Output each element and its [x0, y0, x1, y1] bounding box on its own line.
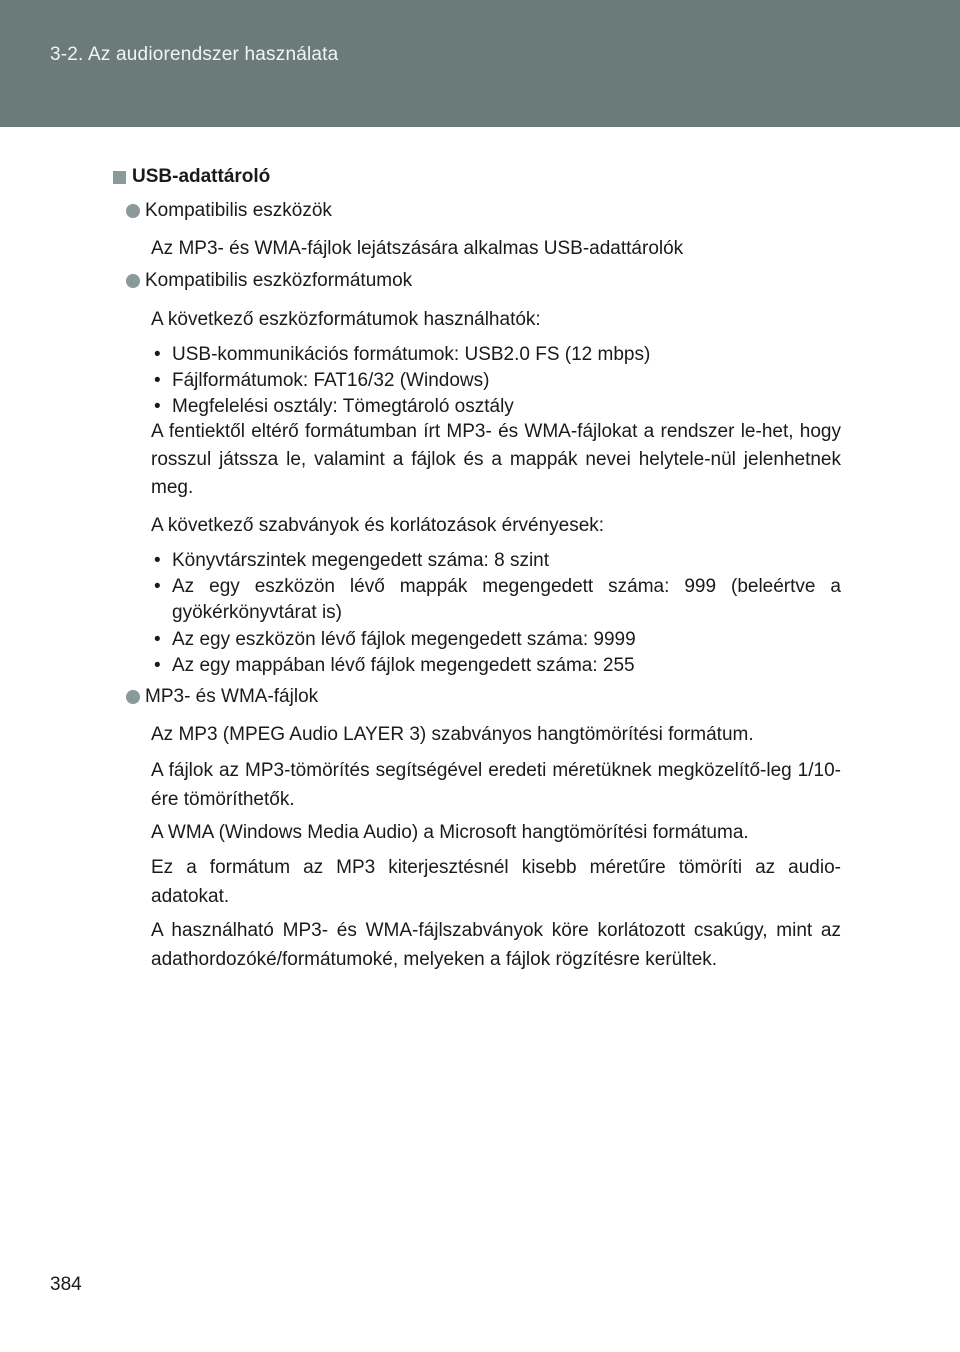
subheading-mp3-wma: [126, 686, 318, 708]
list-item: • USB-kommunikációs formátumok: USB2.0 FS (12 mbps): [151, 342, 841, 368]
page-header-band: [0, 0, 960, 127]
circle-bullet-icon: [126, 274, 140, 288]
paragraph: Az MP3- és WMA-fájlok lejátszására alkalmas USB-adattárolók: [151, 238, 684, 259]
paragraph: A következő eszközformátumok használhatók:: [151, 309, 541, 330]
list-item: • Fájlformátumok: FAT16/32 (Windows): [151, 368, 841, 394]
square-bullet-icon: [113, 171, 126, 184]
paragraph: A WMA (Windows Media Audio) a Microsoft hangtömörítési formátuma.: [151, 822, 749, 843]
circle-bullet-icon: [126, 204, 140, 218]
subheading-label: Kompatibilis eszközformátumok: [145, 270, 413, 291]
list-item: • Az egy mappában lévő fájlok megengedett száma: 255: [151, 653, 841, 679]
section-heading: [113, 166, 270, 188]
paragraph: A következő szabványok és korlátozások érvényesek:: [151, 515, 605, 536]
subheading-label: MP3- és WMA-fájlok: [145, 686, 319, 707]
subheading-compatible-devices: [126, 200, 332, 222]
paragraph: Az MP3 (MPEG Audio LAYER 3) szabványos hangtömörítési formátum.: [151, 724, 754, 745]
page-number: 384: [50, 1274, 82, 1295]
paragraph: A használható MP3- és WMA-fájlszabványok köre korlátozott csakúgy, mint az adathordozóké/formátumoké, melyeken a fájlok rögzítésre kerültek.: [151, 920, 841, 970]
subheading-compatible-formats: [126, 270, 412, 292]
list-item: • Könyvtárszintek megengedett száma: 8 szint: [151, 548, 841, 574]
list-item: • Megfelelési osztály: Tömegtároló osztály: [151, 394, 841, 420]
section-heading-label: USB-adattároló: [132, 166, 271, 187]
section-title: 3-2. Az audiorendszer használata: [50, 44, 339, 65]
circle-bullet-icon: [126, 690, 140, 704]
subheading-label: Kompatibilis eszközök: [145, 200, 332, 221]
paragraph: Ez a formátum az MP3 kiterjesztésnél kisebb méretűre tömöríti az audio-adatokat.: [151, 857, 841, 907]
list-item: • Az egy eszközön lévő fájlok megengedett száma: 9999: [151, 627, 841, 653]
list-item: • Az egy eszközön lévő mappák megengedett száma: 999 (beleértve a gyökérkönyvtárat is): [151, 574, 841, 626]
paragraph: A fentiektől eltérő formátumban írt MP3- és WMA-fájlokat a rendszer le-het, hogy rosszul játssza le, valamint a fájlok és a mappák nevei helytele-nül jelenhetnek meg.: [151, 421, 841, 498]
paragraph: A fájlok az MP3-tömörítés segítségével eredeti méretüknek megközelítő-leg 1/10-ére tömöríthetők.: [151, 760, 841, 810]
